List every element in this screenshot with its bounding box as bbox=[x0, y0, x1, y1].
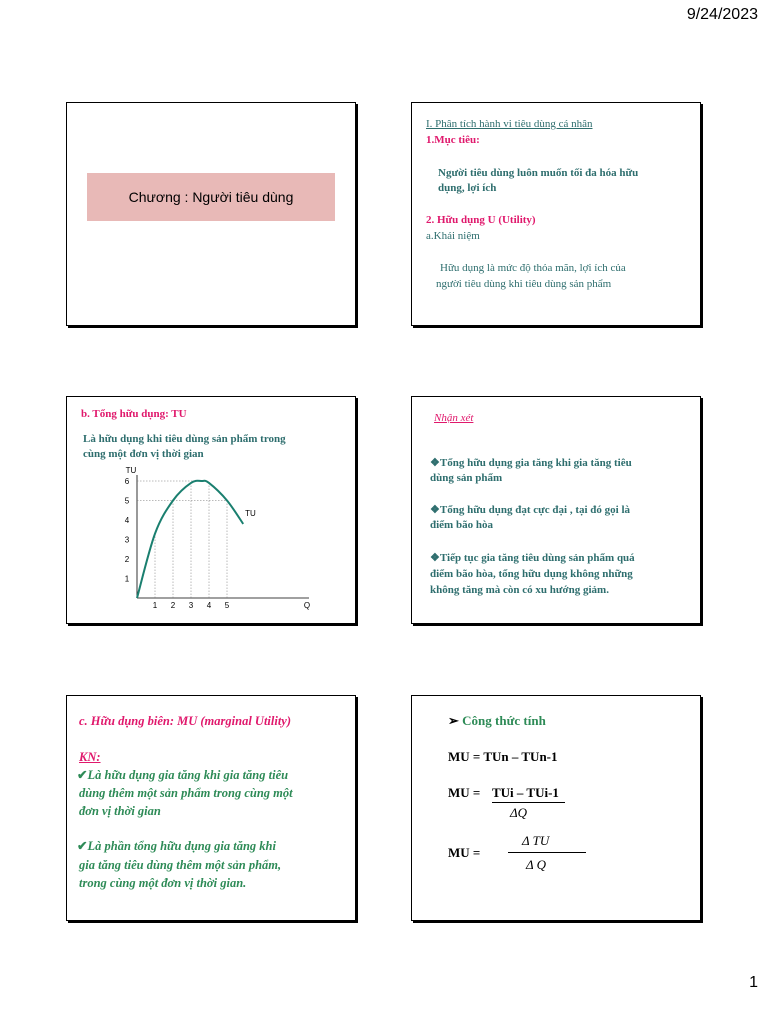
y-tick-label: 4 bbox=[124, 516, 130, 525]
x-axis-label: Q bbox=[303, 601, 311, 610]
definition-label: KN: bbox=[79, 750, 101, 764]
concept-text-line1: Hữu dụng là mức độ thỏa mãn, lợi ích của bbox=[440, 262, 626, 274]
subheading-goal: 1.Mục tiêu: bbox=[426, 134, 480, 146]
tu-text-line2: cùng một đơn vị thời gian bbox=[83, 448, 204, 460]
definition-1-line3: đơn vị thời gian bbox=[79, 804, 161, 818]
definition-1-line1: ✔Là hữu dụng gia tăng khi gia tăng tiêu bbox=[77, 768, 289, 782]
tu-text-line1: Là hữu dụng khi tiêu dùng sản phẩm trong bbox=[83, 433, 286, 445]
definition-2-line2: gia tăng tiêu dùng thêm một sản phẩm, bbox=[79, 858, 282, 872]
subheading-concept: a.Khái niệm bbox=[426, 230, 480, 242]
slide-2 bbox=[411, 102, 701, 326]
x-tick-label: 2 bbox=[170, 601, 176, 610]
x-tick-label: 5 bbox=[224, 601, 230, 610]
y-tick-label: 3 bbox=[124, 535, 130, 545]
checkmark-icon: ✔ bbox=[77, 768, 88, 782]
formula-3-denominator: Δ Q bbox=[526, 857, 547, 872]
slide-4 bbox=[411, 396, 701, 624]
goal-text-line1: Người tiêu dùng luôn muốn tối đa hóa hữu bbox=[438, 167, 639, 179]
formula-1: MU = TUn – TUn-1 bbox=[448, 749, 558, 764]
formula-3-left: MU = bbox=[448, 845, 481, 860]
goal-text-line2: dụng, lợi ích bbox=[438, 182, 497, 194]
tu-heading: b. Tổng hữu dụng: TU bbox=[81, 408, 187, 420]
slide-6 bbox=[411, 695, 701, 921]
remark-3-line2: điểm bão hòa, tổng hữu dụng không những bbox=[430, 568, 633, 580]
definition-2-line1: ✔Là phần tổng hữu dụng gia tăng khi bbox=[77, 839, 276, 853]
page-number: 1 bbox=[749, 974, 758, 991]
mu-heading: c. Hữu dụng biên: MU (marginal Utility) bbox=[79, 714, 292, 728]
tu-curve-label: TU bbox=[245, 509, 256, 519]
diamond-bullet-icon: ❖ bbox=[430, 552, 440, 564]
y-tick-label: 6 bbox=[124, 477, 130, 486]
section-heading: I. Phân tích hành vi tiêu dùng cá nhân bbox=[426, 118, 593, 130]
slide-1 bbox=[66, 102, 356, 326]
concept-text-line2: người tiêu dùng khi tiêu dùng sản phẩm bbox=[436, 278, 612, 290]
print-date: 9/24/2023 bbox=[686, 6, 758, 23]
remark-1-line1: ❖Tổng hữu dụng gia tăng khi gia tăng tiêu bbox=[430, 457, 632, 469]
remark-2-line1: ❖Tổng hữu dụng đạt cực đại , tại đó gọi là bbox=[430, 504, 631, 516]
fraction-bar bbox=[508, 852, 586, 853]
checkmark-icon: ✔ bbox=[77, 839, 88, 853]
formula-2-denominator: ΔQ bbox=[510, 805, 528, 820]
y-tick-label: 2 bbox=[124, 555, 130, 564]
tu-chart bbox=[67, 465, 327, 615]
y-tick-label: 5 bbox=[124, 496, 130, 506]
definition-2-line3: trong cùng một đơn vị thời gian. bbox=[79, 876, 247, 890]
formula-2-left: MU = bbox=[448, 785, 481, 800]
remark-3-line1: ❖Tiếp tục gia tăng tiêu dùng sản phẩm quá bbox=[430, 552, 635, 564]
remark-1-line2: dùng sản phẩm bbox=[430, 472, 503, 484]
slide-3 bbox=[66, 396, 356, 624]
remark-2-line2: điểm bão hòa bbox=[430, 519, 493, 531]
formula-heading: ➢ Công thức tính bbox=[448, 713, 546, 728]
subheading-utility: 2. Hữu dụng U (Utility) bbox=[426, 214, 536, 226]
formula-3-numerator: Δ TU bbox=[522, 833, 550, 848]
definition-1-line2: dùng thêm một sản phẩm trong cùng một bbox=[79, 786, 293, 800]
y-axis-label: TU bbox=[125, 466, 137, 475]
remarks-heading: Nhận xét bbox=[434, 412, 474, 424]
x-tick-label: 3 bbox=[188, 601, 194, 610]
slide-5 bbox=[66, 695, 356, 921]
x-tick-label: 1 bbox=[152, 601, 158, 610]
remark-3-line3: không tăng mà còn có xu hướng giảm. bbox=[430, 584, 609, 596]
formula-2-numerator: TUi – TUi-1 bbox=[492, 786, 565, 803]
diamond-bullet-icon: ❖ bbox=[430, 504, 440, 516]
chapter-title: Chương : Người tiêu dùng bbox=[87, 173, 335, 221]
x-tick-label: 4 bbox=[206, 601, 212, 610]
tu-curve bbox=[137, 481, 243, 598]
arrow-bullet-icon: ➢ bbox=[448, 713, 463, 728]
diamond-bullet-icon: ❖ bbox=[430, 457, 440, 469]
y-tick-label: 1 bbox=[124, 574, 130, 584]
